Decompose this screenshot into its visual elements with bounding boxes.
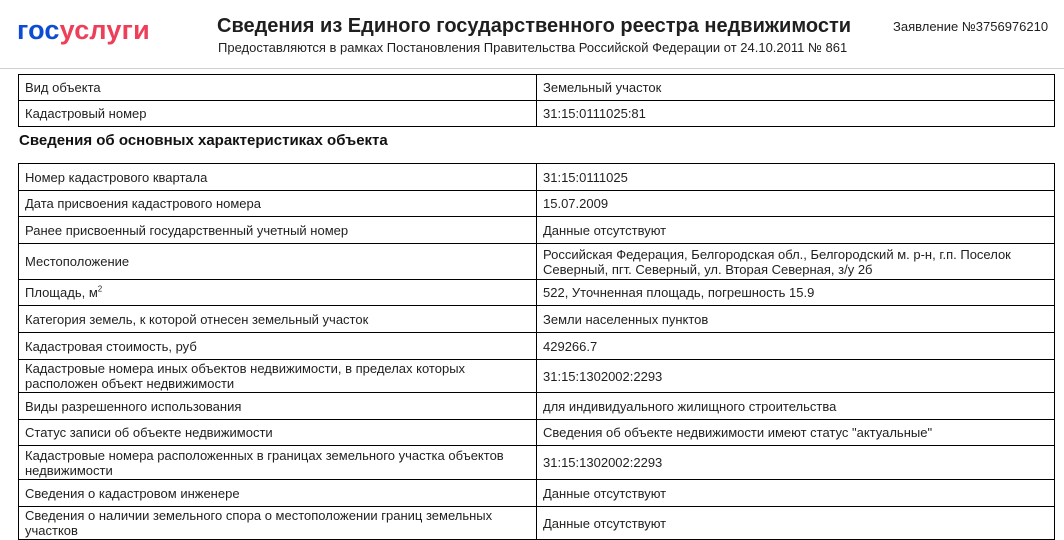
table-row	[19, 420, 1055, 446]
row-label: Кадастровый номер	[19, 101, 537, 127]
row-value: Земельный участок	[537, 75, 1055, 101]
row-label: Сведения о кадастровом инженере	[19, 480, 537, 507]
row-value: 522, Уточненная площадь, погрешность 15.9	[537, 280, 1055, 306]
row-value: 31:15:1302002:2293	[537, 360, 1055, 393]
table-row	[19, 75, 1055, 101]
row-label: Кадастровая стоимость, руб	[19, 333, 537, 360]
table-row	[19, 101, 1055, 127]
table-row	[19, 244, 1055, 280]
document-title: Сведения из Единого государственного реестра недвижимости	[217, 15, 852, 37]
application-number: Заявление №3756976210	[893, 19, 1049, 34]
row-value: 31:15:0111025:81	[537, 101, 1055, 127]
row-value: 429266.7	[537, 333, 1055, 360]
section-title: Сведения об основных характеристиках объекта	[19, 132, 388, 149]
table-row	[19, 360, 1055, 393]
table-row	[19, 306, 1055, 333]
document-header	[0, 0, 1064, 68]
row-label: Категория земель, к которой отнесен земельный участок	[19, 306, 537, 333]
row-value: Данные отсутствуют	[537, 507, 1055, 540]
row-value: Сведения об объекте недвижимости имеют статус "актуальные"	[537, 420, 1055, 446]
characteristics-table	[18, 163, 1055, 540]
table-row	[19, 280, 1055, 306]
row-label: Кадастровые номера иных объектов недвижимости, в пределах которых расположен объект недвижимости	[19, 360, 537, 393]
row-value: для индивидуального жилищного строительства	[537, 393, 1055, 420]
table-row	[19, 191, 1055, 217]
row-value: Российская Федерация, Белгородская обл., Белгородский м. р-н, г.п. Поселок Северный, пгт. Северный, ул. Вторая Северная, з/у 2б	[537, 244, 1055, 280]
table-row	[19, 507, 1055, 540]
table-row	[19, 164, 1055, 191]
row-value: 31:15:0111025	[537, 164, 1055, 191]
row-value: Данные отсутствуют	[537, 480, 1055, 507]
row-label: Виды разрешенного использования	[19, 393, 537, 420]
row-label: Вид объекта	[19, 75, 537, 101]
object-info-table	[18, 74, 1055, 127]
row-label: Местоположение	[19, 244, 537, 280]
row-label: Сведения о наличии земельного спора о местоположении границ земельных участков	[19, 507, 537, 540]
row-label: Дата присвоения кадастрового номера	[19, 191, 537, 217]
table-row	[19, 446, 1055, 480]
row-value: 31:15:1302002:2293	[537, 446, 1055, 480]
row-value: Земли населенных пунктов	[537, 306, 1055, 333]
row-value: 15.07.2009	[537, 191, 1055, 217]
document-subtitle: Предоставляются в рамках Постановления Правительства Российской Федерации от 24.10.2011 № 861	[218, 40, 848, 55]
row-value: Данные отсутствуют	[537, 217, 1055, 244]
gosuslugi-logo[interactable]: госуслуги	[17, 15, 150, 45]
row-label: Кадастровые номера расположенных в границах земельного участка объектов недвижимости	[19, 446, 537, 480]
row-label: Номер кадастрового квартала	[19, 164, 537, 191]
row-label: Ранее присвоенный государственный учетный номер	[19, 217, 537, 244]
row-label: Площадь, $м^2$	[19, 280, 537, 306]
table-row	[19, 217, 1055, 244]
table-row	[19, 393, 1055, 420]
row-label: Статус записи об объекте недвижимости	[19, 420, 537, 446]
table-row	[19, 333, 1055, 360]
table-row	[19, 480, 1055, 507]
